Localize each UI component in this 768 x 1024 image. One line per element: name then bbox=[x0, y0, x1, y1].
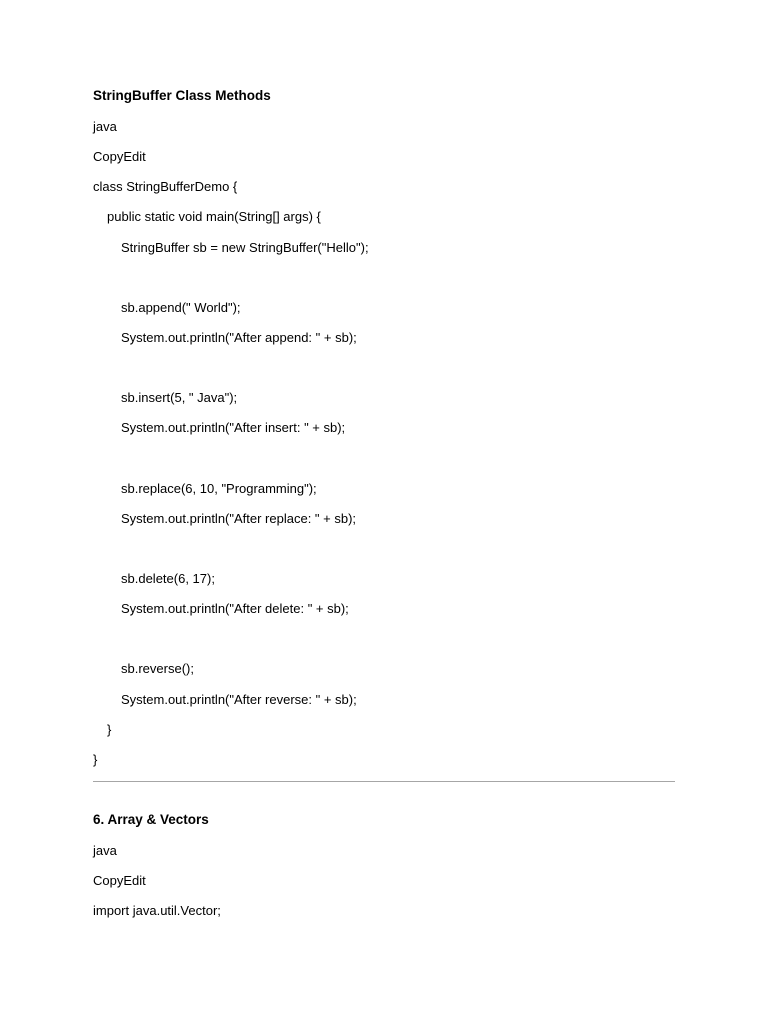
code-line: System.out.println("After append: " + sb); bbox=[121, 330, 357, 345]
code-line: sb.reverse(); bbox=[121, 661, 194, 676]
code-line: System.out.println("After replace: " + sb); bbox=[121, 511, 357, 526]
code-line: System.out.println("After reverse: " + sb); bbox=[121, 692, 357, 707]
code-line: class StringBufferDemo { bbox=[93, 179, 238, 194]
code-language-label: java bbox=[93, 843, 117, 858]
code-line: } bbox=[107, 722, 112, 737]
code-line: StringBuffer sb = new StringBuffer("Hello"); bbox=[121, 240, 369, 255]
code-line: } bbox=[93, 752, 98, 767]
horizontal-divider bbox=[93, 781, 675, 782]
code-line: System.out.println("After delete: " + sb); bbox=[121, 601, 349, 616]
copy-edit-label: CopyEdit bbox=[93, 149, 146, 164]
code-line: public static void main(String[] args) { bbox=[107, 209, 321, 224]
copy-edit-label: CopyEdit bbox=[93, 873, 146, 888]
code-line: import java.util.Vector; bbox=[93, 903, 221, 918]
section-heading: 6. Array & Vectors bbox=[93, 812, 209, 827]
code-line: sb.replace(6, 10, "Programming"); bbox=[121, 481, 317, 496]
code-line: sb.insert(5, " Java"); bbox=[121, 390, 238, 405]
section-heading: StringBuffer Class Methods bbox=[93, 88, 271, 103]
code-line: sb.delete(6, 17); bbox=[121, 571, 215, 586]
code-language-label: java bbox=[93, 119, 117, 134]
code-line: sb.append(" World"); bbox=[121, 300, 241, 315]
code-line: System.out.println("After insert: " + sb); bbox=[121, 420, 346, 435]
